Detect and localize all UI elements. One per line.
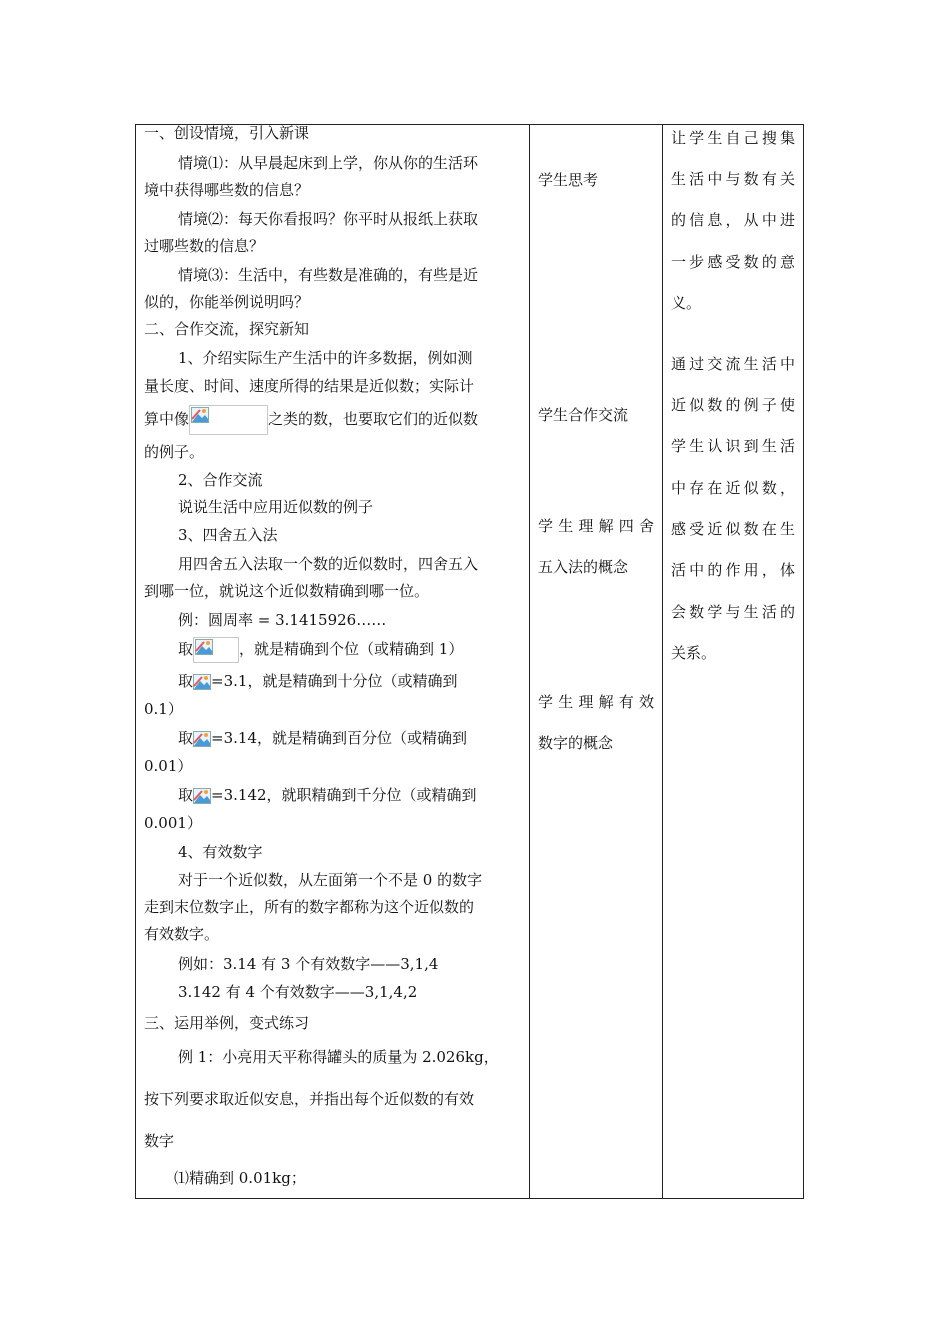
activity-text: 数字的概念 [538,734,614,752]
paragraph-line: 似的，你能举例说明吗？ [144,293,310,311]
paragraph-line: 用四舍五入法取一个数的近似数时，四舍五入 [178,555,479,573]
paragraph-line: 情境⑶：生活中，有些数是准确的，有些是近 [178,266,479,284]
paragraph-line: 到哪一位，就说这个近似数精确到哪一位。 [144,582,430,600]
paragraph-line: 情境⑵：每天你看报吗？你平时从报纸上获取 [178,210,479,228]
intent-text: 通过交流生活中 [671,355,795,373]
text-segment: ，就是精确到个位（或精确到 1） [239,640,464,658]
broken-image-icon [193,674,211,690]
text-segment: =3.1，就是精确到十分位（或精确到 [211,672,458,690]
lesson-table [135,124,804,1199]
activity-text: 学生理解四舍 [538,517,654,535]
intent-text: 感受近似数在生 [671,520,795,538]
paragraph-line: 说说生活中应用近似数的例子 [178,498,374,516]
paragraph-line: 按下列要求取近似安息，并指出每个近似数的有效 [144,1090,475,1108]
formula-image [193,637,239,663]
paragraph-line: 的例子。 [144,443,205,461]
formula-image [189,405,268,435]
example-line [144,671,457,691]
example-line: 0.1） [144,700,183,718]
intent-text: 生活中与数有关 [671,170,795,188]
intent-text: 活中的作用，体 [671,561,795,579]
intent-text: 关系。 [671,644,717,662]
broken-image-icon [191,407,209,423]
text-segment: 取 [178,640,194,658]
example-line: 例：圆周率 = 3.1415926…… [178,611,387,629]
text-segment: 算中像 [144,410,190,428]
paragraph-line: 量长度、时间、速度所得的结果是近似数；实际计 [144,377,475,395]
text-segment: =3.142，就职精确到千分位（或精确到 [211,786,477,804]
paragraph-line: 例 1：小亮用天平称得罐头的质量为 2.026kg， [178,1048,499,1066]
intent-text: 让学生自己搜集 [671,129,795,147]
example-line: 3.142 有 4 个有效数字——3,1,4,2 [178,983,418,1001]
activity-text: 五入法的概念 [538,558,629,576]
example-line [144,728,467,748]
paragraph-line: 过哪些数的信息？ [144,237,265,255]
activity-text: 学生思考 [538,171,599,189]
text-segment: 取 [178,672,194,690]
section-title: 三、运用举例，变式练习 [144,1014,310,1032]
example-line [144,785,477,805]
paragraph-line: 情境⑴：从早晨起床到上学，你从你的生活环 [178,154,479,172]
subsection-title: 4、有效数字 [178,843,263,861]
section-title: 二、合作交流，探究新知 [144,320,310,338]
column-divider [662,125,663,1198]
intent-text: 会数学与生活的 [671,603,795,621]
broken-image-icon [193,788,211,804]
example-line: 例如：3.14 有 3 个有效数字——3,1,4 [178,955,439,973]
subsection-title: 2、合作交流 [178,471,263,489]
paragraph-line: ⑴精确到 0.01kg； [174,1169,306,1187]
activity-text: 学生理解有效 [538,693,654,711]
example-line [144,637,463,663]
broken-image-icon [195,639,213,655]
paragraph-line: 对于一个近似数，从左面第一个不是 0 的数字 [178,871,483,889]
intent-text: 近似数的例子使 [671,396,795,414]
subsection-title: 3、四舍五入法 [178,526,278,544]
text-segment: =3.14，就是精确到百分位（或精确到 [211,729,467,747]
column-divider [529,125,530,1198]
intent-text: 学生认识到生活 [671,437,795,455]
text-segment: 取 [178,786,194,804]
paragraph-line: 有效数字。 [144,925,220,943]
intent-text: 的信息，从中进 [671,211,795,229]
activity-text: 学生合作交流 [538,406,629,424]
example-line: 0.001） [144,814,202,832]
paragraph-line: 走到末位数字止，所有的数字都称为这个近似数的 [144,898,475,916]
section-title: 一、创设情境，引入新课 [144,124,310,142]
intent-text: 一步感受数的意 [671,253,795,271]
broken-image-icon [193,731,211,747]
example-line: 0.01） [144,757,193,775]
intent-text: 中存在近似数， [671,479,795,497]
intent-text: 义。 [671,294,702,312]
text-segment: 之类的数，也要取它们的近似数 [268,410,479,428]
paragraph-line: 数字 [144,1132,175,1150]
paragraph-line-with-image [144,405,478,435]
paragraph-line: 1、介绍实际生产生活中的许多数据，例如测 [178,349,473,367]
text-segment: 取 [178,729,194,747]
paragraph-line: 境中获得哪些数的信息？ [144,181,310,199]
